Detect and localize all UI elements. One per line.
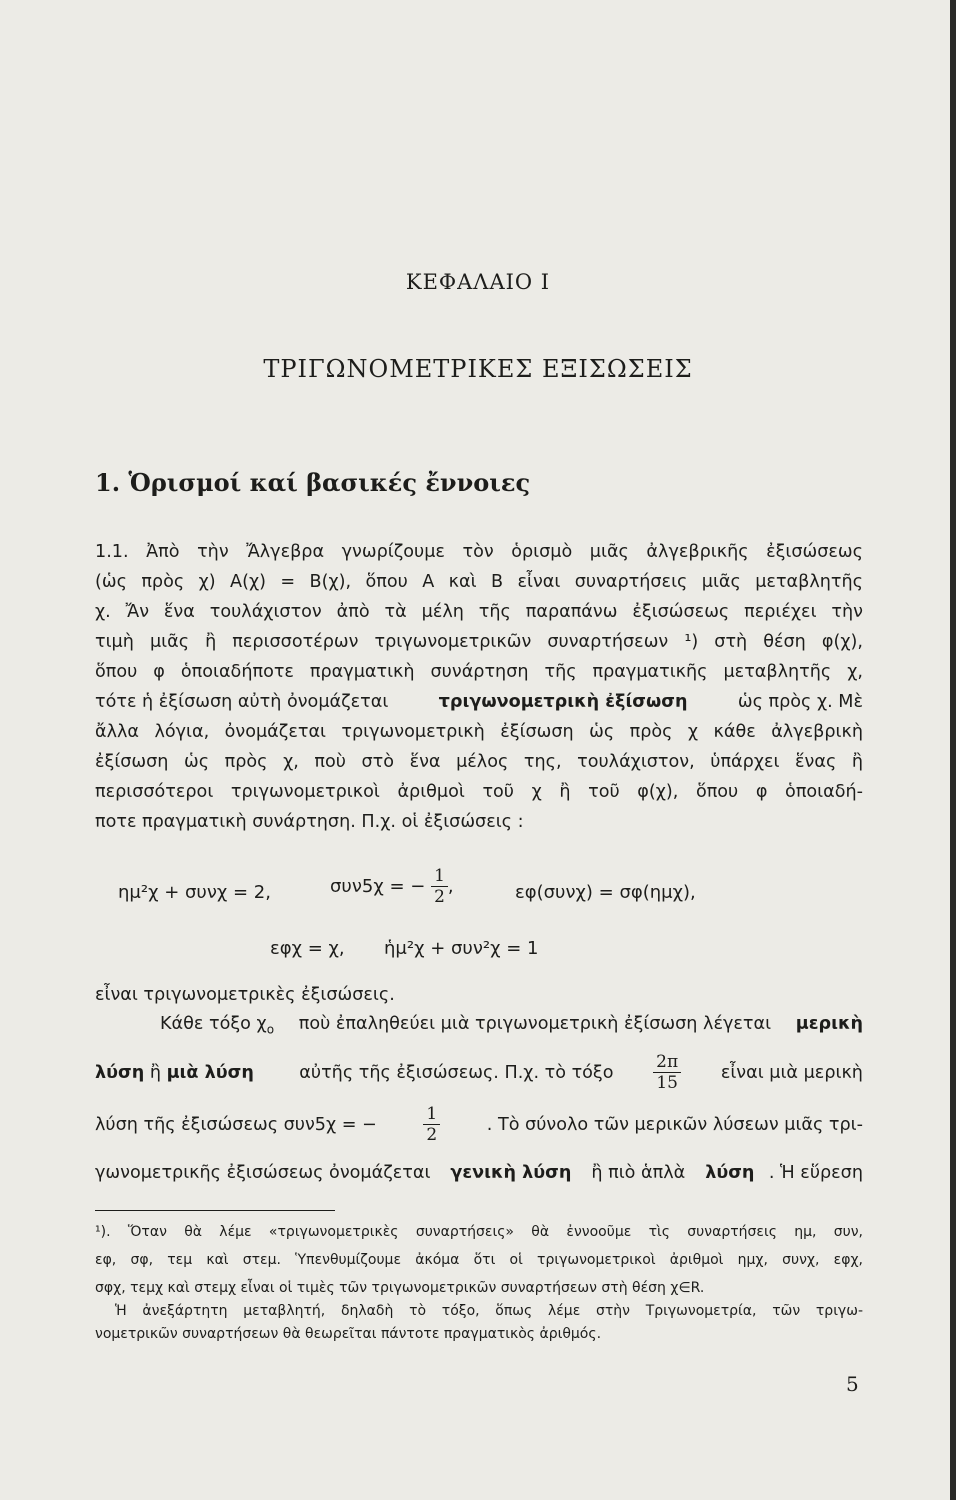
equation-2-lhs: συν5χ = − bbox=[330, 876, 426, 897]
fraction-denominator: 2 bbox=[423, 1124, 440, 1145]
text-run-b: ἢ bbox=[144, 1062, 167, 1083]
term-a-solution: μιὰ λύση bbox=[166, 1062, 254, 1083]
page-number: 5 bbox=[846, 1372, 859, 1396]
text-run: αὐτῆς τῆς ἐξισώσεως. Π.χ. τὸ τόξο bbox=[293, 1062, 614, 1083]
text-line bbox=[95, 692, 863, 712]
fraction-denominator: 15 bbox=[653, 1072, 681, 1093]
text-line bbox=[160, 1014, 863, 1037]
footnote-rule bbox=[95, 1210, 335, 1211]
footnote-line: σφχ, τεμχ καὶ στεμχ εἶναι οἱ τιμὲς τῶν τριγωνομετρικῶν συναρτήσεων στὴ θέση χ∈R. bbox=[95, 1280, 705, 1296]
text-line: ὅπου φ ὁποιαδήποτε πραγματικὴ συνάρτηση τῆς πραγματικῆς μεταβλητῆς χ, bbox=[95, 662, 863, 682]
term-solution: λύση bbox=[705, 1163, 755, 1183]
text-run: εἶναι μιὰ μερικὴ bbox=[720, 1062, 863, 1083]
text-line bbox=[95, 1104, 863, 1145]
term-solution: λύση bbox=[95, 1062, 145, 1083]
text-line: περισσότεροι τριγωνομετρικοὶ ἀριθμοὶ τοῦ χ ἢ τοῦ φ(χ), ὅπου φ ὁποιαδή- bbox=[95, 782, 863, 802]
equation-1: ημ²χ + συνχ = 2, bbox=[118, 882, 271, 903]
equation-2 bbox=[330, 866, 454, 907]
text-run: ὡς πρὸς χ. Μὲ bbox=[732, 692, 863, 712]
text-line: εἶναι τριγωνομετρικὲς ἐξισώσεις. bbox=[95, 985, 395, 1005]
section-heading: 1. Ὁρισμοί καί βασικές ἔννοιες bbox=[95, 468, 531, 497]
chapter-heading: ΚΕΦΑΛΑΙΟ Ι bbox=[405, 270, 551, 294]
text-line bbox=[95, 1052, 863, 1093]
text-line: χ. Ἄν ἕνα τουλάχιστον ἀπὸ τὰ μέλη τῆς παραπάνω ἐξισώσεως περιέχει τὴν bbox=[95, 602, 863, 622]
text-line: 1.1. Ἀπὸ τὴν Ἄλγεβρα γνωρίζουμε τὸν ὁρισμὸ μιᾶς ἀλγεβρικῆς ἐξισώσεως bbox=[95, 542, 863, 562]
text-line: ἐξίσωση ὡς πρὸς χ, ποὺ στὸ ἕνα μέλος της, τουλάχιστον, ὑπάρχει ἕνας ἢ bbox=[95, 752, 863, 772]
text-run: ἢ πιὸ ἁπλὰ bbox=[585, 1163, 691, 1183]
fraction-numerator: 1 bbox=[426, 1104, 438, 1124]
text-line: τιμὴ μιᾶς ἢ περισσοτέρων τριγωνομετρικῶν συναρτήσεων ¹) στὴ θέση φ(χ), bbox=[95, 632, 863, 652]
term-general-solution: γενικὴ λύση bbox=[450, 1163, 572, 1183]
page-edge-shadow bbox=[950, 0, 956, 1500]
equation-3: εφ(συνχ) = σφ(ημχ), bbox=[515, 882, 696, 903]
footnote-line: Ἡ ἀνεξάρτητη μεταβλητή, δηλαδὴ τὸ τόξο, ὅπως λέμε στὴν Τριγωνομετρία, τῶν τριγω- bbox=[115, 1303, 863, 1319]
fraction-numerator: 1 bbox=[434, 866, 445, 886]
text-line: ποτε πραγματικὴ συνάρτηση. Π.χ. οἱ ἐξισώσεις : bbox=[95, 812, 524, 832]
equation-5: ἡμ²χ + συν²χ = 1 bbox=[384, 938, 539, 959]
equation-2-comma: , bbox=[447, 876, 454, 897]
subscript: ο bbox=[266, 1022, 275, 1037]
fraction-denominator: 2 bbox=[431, 886, 448, 907]
text-run: ποὺ ἐπαληθεύει μιὰ τριγωνομετρικὴ ἐξίσωση λέγεται bbox=[293, 1014, 777, 1034]
footnote-line: νομετρικῶν συναρτήσεων θὰ θεωρεῖται πάντοτε πραγματικὸς ἀριθμός. bbox=[95, 1326, 602, 1342]
text-run: γωνομετρικῆς ἐξισώσεως ὀνομάζεται bbox=[95, 1163, 437, 1183]
text-line: ἄλλα λόγια, ὀνομάζεται τριγωνομετρικὴ ἐξίσωση ὡς πρὸς χ κάθε ἀλγεβρικὴ bbox=[95, 722, 863, 742]
fraction bbox=[423, 1104, 440, 1145]
fraction bbox=[431, 866, 448, 907]
term-particular-solution: μερικὴ bbox=[795, 1014, 863, 1034]
text-run: τότε ἡ ἐξίσωση αὐτὴ ὀνομάζεται bbox=[95, 692, 394, 712]
footnote-line: ¹). Ὅταν θὰ λέμε «τριγωνομετρικὲς συναρτήσεις» θὰ ἐννοοῦμε τὶς συναρτήσεις ημ, συν, bbox=[95, 1224, 863, 1240]
text-run: . Τὸ σύνολο τῶν μερικῶν λύσεων μιᾶς τρι- bbox=[486, 1114, 863, 1135]
equation-4: εφχ = χ, bbox=[270, 938, 345, 959]
fraction-numerator: 2π bbox=[656, 1052, 679, 1072]
text-run bbox=[160, 1014, 274, 1037]
chapter-title: ΤΡΙΓΩΝΟΜΕΤΡΙΚΕΣ ΕΞΙΣΩΣΕΙΣ bbox=[263, 355, 693, 383]
footnote-line: εφ, σφ, τεμ καὶ στεμ. Ὑπενθυμίζουμε ἀκόμα ὅτι οἱ τριγωνομετρικοὶ ἀριθμοὶ ημχ, συνχ, εφχ, bbox=[95, 1252, 863, 1268]
text-line: (ὡς πρὸς χ) Α(χ) = Β(χ), ὅπου Α καὶ Β εἶναι συναρτήσεις μιᾶς μεταβλητῆς bbox=[95, 572, 863, 592]
fraction bbox=[653, 1052, 681, 1093]
text-line bbox=[95, 1163, 863, 1183]
text-run-a: Κάθε τόξο χ bbox=[160, 1014, 267, 1034]
text-run: . Ἡ εὕρεση bbox=[768, 1163, 863, 1183]
text-run: λύση τῆς ἐξισώσεως συν5χ = − bbox=[95, 1114, 377, 1135]
text-run bbox=[95, 1063, 254, 1083]
term-trig-equation: τριγωνομετρικὴ ἐξίσωση bbox=[438, 692, 688, 712]
